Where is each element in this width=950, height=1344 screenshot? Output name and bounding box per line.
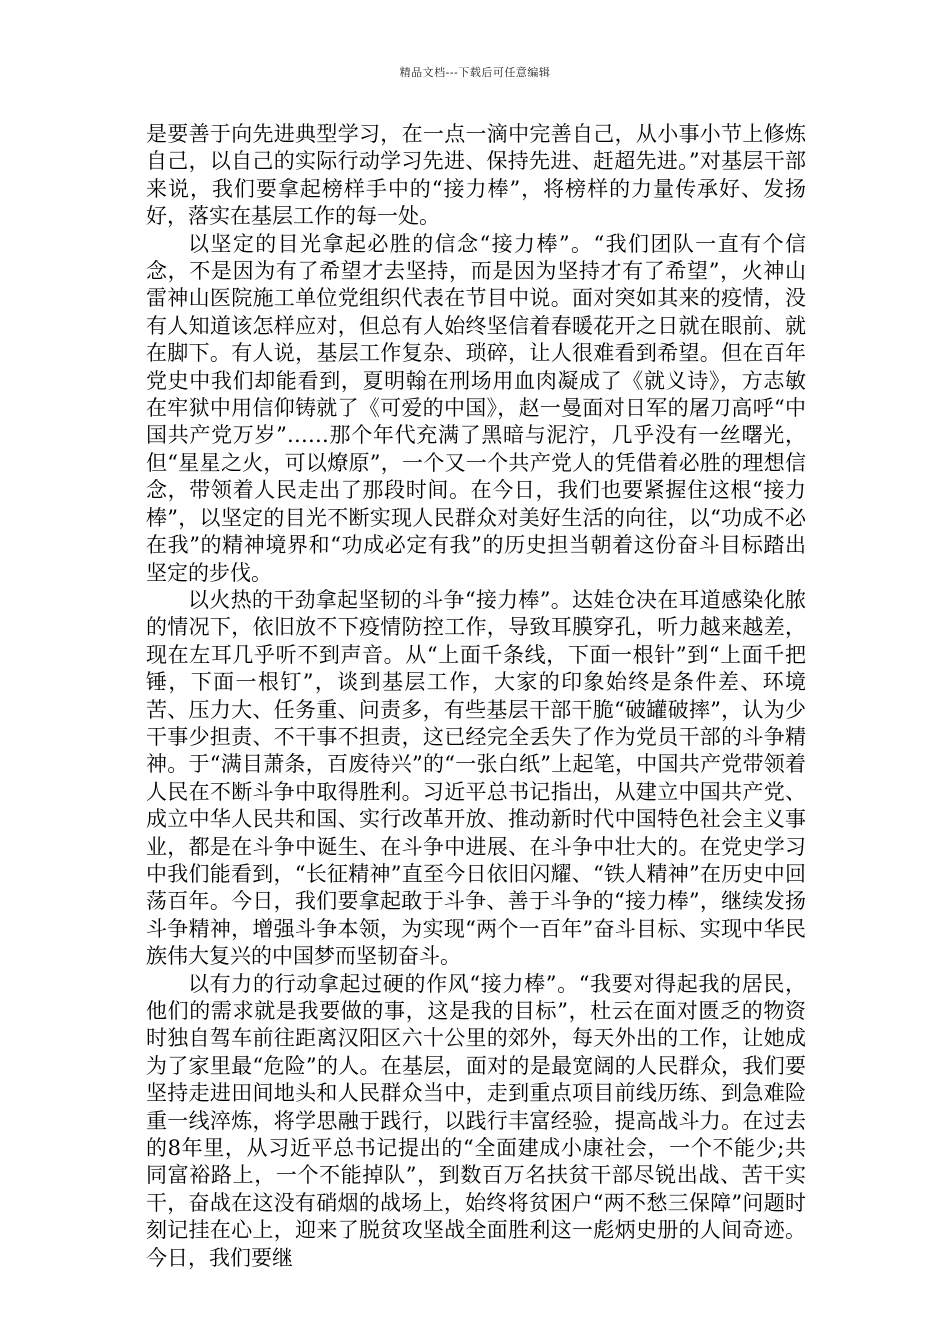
paragraph-1: 是要善于向先进典型学习，在一点一滴中完善自己，从小事小节上修炼自己，以自己的实际行动学习先进、保持先进、赶超先进。”对基层干部来说，我们要拿起榜样手中的“接力棒”，将榜样的力量传承好、发扬好，落实在基层工作的每一处。: [146, 122, 806, 229]
document-body: [146, 121, 806, 1272]
paragraph-4: 以有力的行动拿起过硬的作风“接力棒”。“我要对得起我的居民，他们的需求就是我要做的事，这是我的目标”，杜云在面对匮乏的物资时独自驾车前往距离汉阳区六十公里的郊外，每天外出的工作，让她成为了家里最“危险”的人。在基层，面对的是最宽阔的人民群众，我们要坚持走进田间地头和人民群众当中，走到重点项目前线历练、到急难险重一线淬炼，将学思融于践行，以践行丰富经验，提高战斗力。在过去的8年里，从习近平总书记提出的“全面建成小康社会，一个不能少;共同富裕路上，一个不能掉队”，到数百万名扶贫干部尽锐出战、苦干实干，奋战在这没有硝烟的战场上，始终将贫困户“两不愁三保障”问题时刻记挂在心上，迎来了脱贫攻坚战全面胜利这一彪炳史册的人间奇迹。今日，我们要继: [146, 971, 806, 1270]
paragraph-3: 以火热的干劲拿起坚韧的斗争“接力棒”。达娃仓决在耳道感染化脓的情况下，依旧放不下疫情防控工作，导致耳膜穿孔，听力越来越差，现在左耳几乎听不到声音。从“上面千条线，下面一根针”到“上面千把锤，下面一根钉”，谈到基层工作，大家的印象始终是条件差、环境苦、压力大、任务重、问责多，有些基层干部干脆“破罐破摔”，认为少干事少担责、不干事不担责，这已经完全丢失了作为党员干部的斗争精神。于“满目萧条，百废待兴”的“一张白纸”上起笔，中国共产党带领着人民在不断斗争中取得胜利。习近平总书记指出，从建立中国共产党、成立中华人民共和国、实行改革开放、推动新时代中国特色社会主义事业，都是在斗争中诞生、在斗争中进展、在斗争中壮大的。在党史学习中我们能看到，“长征精神”直至今日依旧闪耀、“铁人精神”在历史中回荡百年。今日，我们要拿起敢于斗争、善于斗争的“接力棒”，继续发扬斗争精神，增强斗争本领，为实现“两个一百年”奋斗目标、实现中华民族伟大复兴的中国梦而坚韧奋斗。: [146, 587, 806, 969]
paragraph-2: 以坚定的目光拿起必胜的信念“接力棒”。“我们团队一直有个信念，不是因为有了希望才去坚持，而是因为坚持才有了希望”，火神山雷神山医院施工单位党组织代表在节目中说。面对突如其来的疫情，没有人知道该怎样应对，但总有人始终坚信着春暖花开之日就在眼前、就在脚下。有人说，基层工作复杂、琐碎，让人很难看到希望。但在百年党史中我们却能看到，夏明翰在刑场用血肉凝成了《就义诗》，方志敏在牢狱中用信仰铸就了《可爱的中国》，赵一曼面对日军的屠刀高呼“中国共产党万岁”……那个年代充满了黑暗与泥泞，几乎没有一丝曙光，但“星星之火，可以燎原”，一个又一个共产党人的凭借着必胜的理想信念，带领着人民走出了那段时间。在今日，我们也要紧握住这根“接力棒”，以坚定的目光不断实现人民群众对美好生活的向往，以“功成不必在我”的精神境界和“功成必定有我”的历史担当朝着这份奋斗目标踏出坚定的步伐。: [146, 231, 806, 585]
page-header: 精品文档---下载后可任意编辑: [399, 66, 551, 79]
